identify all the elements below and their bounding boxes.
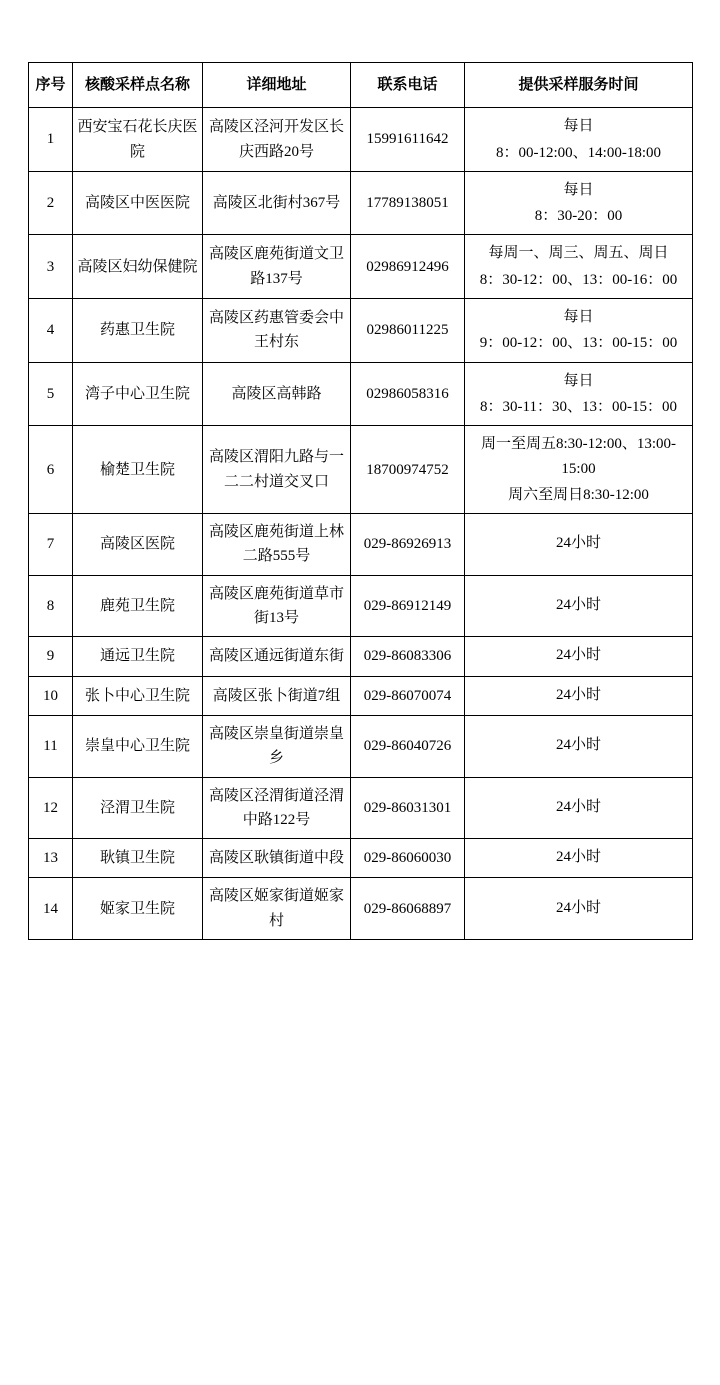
cell-index: 9 — [29, 637, 73, 676]
service-time-line: 24小时 — [555, 535, 601, 552]
cell-phone: 02986912496 — [351, 235, 465, 299]
cell-phone: 02986011225 — [351, 299, 465, 363]
cell-service-time — [465, 299, 693, 363]
cell-site-name: 泾渭卫生院 — [73, 777, 203, 839]
cell-phone: 029-86070074 — [351, 676, 465, 715]
table-row — [29, 235, 693, 299]
service-time-line: 9：00-12：00、13：00-15：00 — [479, 335, 678, 352]
service-time-line: 24小时 — [555, 849, 601, 866]
cell-service-time — [465, 715, 693, 777]
cell-service-time — [465, 171, 693, 235]
table-row — [29, 637, 693, 676]
cell-phone: 029-86083306 — [351, 637, 465, 676]
table-row — [29, 299, 693, 363]
cell-address: 高陵区泾河开发区长庆西路20号 — [203, 108, 351, 172]
cell-index: 3 — [29, 235, 73, 299]
cell-service-time — [465, 235, 693, 299]
cell-phone: 029-86912149 — [351, 575, 465, 637]
cell-address: 高陵区北街村367号 — [203, 171, 351, 235]
cell-site-name: 鹿苑卫生院 — [73, 575, 203, 637]
cell-address: 高陵区通远街道东街 — [203, 637, 351, 676]
cell-phone: 02986058316 — [351, 362, 465, 426]
column-header-name: 核酸采样点名称 — [73, 63, 203, 108]
column-header-phone: 联系电话 — [351, 63, 465, 108]
cell-service-time — [465, 362, 693, 426]
cell-service-time — [465, 878, 693, 940]
table-row — [29, 878, 693, 940]
table-row — [29, 426, 693, 514]
table-row — [29, 171, 693, 235]
table-row — [29, 514, 693, 576]
table-body — [29, 108, 693, 940]
table-row — [29, 777, 693, 839]
cell-service-time — [465, 777, 693, 839]
service-time-line: 8：30-11：30、13：00-15：00 — [480, 398, 677, 415]
cell-address: 高陵区药惠管委会中王村东 — [203, 299, 351, 363]
cell-phone: 17789138051 — [351, 171, 465, 235]
cell-site-name: 张卜中心卫生院 — [73, 676, 203, 715]
table-row — [29, 362, 693, 426]
table-row — [29, 108, 693, 172]
cell-service-time — [465, 108, 693, 172]
cell-site-name: 湾子中心卫生院 — [73, 362, 203, 426]
table-row — [29, 715, 693, 777]
cell-index: 7 — [29, 514, 73, 576]
service-time-line: 每周一、周三、周五、周日 — [488, 245, 669, 262]
service-time-line: 8：00-12:00、14:00-18:00 — [496, 144, 661, 161]
service-time-line: 24小时 — [555, 737, 601, 754]
service-time-line: 每日 — [563, 309, 594, 326]
cell-index: 6 — [29, 426, 73, 514]
cell-phone: 18700974752 — [351, 426, 465, 514]
service-time-line: 24小时 — [555, 686, 601, 703]
service-time-line: 每日 — [563, 372, 594, 389]
cell-index: 8 — [29, 575, 73, 637]
column-header-service-time: 提供采样服务时间 — [465, 63, 693, 108]
cell-phone: 029-86926913 — [351, 514, 465, 576]
cell-index: 1 — [29, 108, 73, 172]
table-header-row — [29, 63, 693, 108]
column-header-index: 序号 — [29, 63, 73, 108]
service-time-line: 每日 — [563, 181, 594, 198]
cell-address: 高陵区鹿苑街道文卫路137号 — [203, 235, 351, 299]
cell-phone: 15991611642 — [351, 108, 465, 172]
cell-address: 高陵区鹿苑街道草市街13号 — [203, 575, 351, 637]
cell-address: 高陵区崇皇街道崇皇乡 — [203, 715, 351, 777]
cell-address: 高陵区耿镇街道中段 — [203, 839, 351, 878]
cell-site-name: 高陵区中医医院 — [73, 171, 203, 235]
service-time-line: 24小时 — [555, 647, 601, 664]
cell-service-time — [465, 514, 693, 576]
cell-address: 高陵区泾渭街道泾渭中路122号 — [203, 777, 351, 839]
cell-service-time — [465, 676, 693, 715]
cell-address: 高陵区渭阳九路与一二二村道交叉口 — [203, 426, 351, 514]
cell-index: 4 — [29, 299, 73, 363]
service-time-line: 周一至周五8:30-12:00、13:00-15:00 — [481, 436, 676, 477]
cell-address: 高陵区姬家街道姬家村 — [203, 878, 351, 940]
cell-site-name: 通远卫生院 — [73, 637, 203, 676]
service-time-line: 周六至周日8:30-12:00 — [508, 486, 649, 503]
cell-address: 高陵区高韩路 — [203, 362, 351, 426]
table-row — [29, 676, 693, 715]
service-time-line: 24小时 — [555, 596, 601, 613]
service-time-line: 24小时 — [555, 899, 601, 916]
sampling-points-table — [28, 62, 693, 940]
table-row — [29, 575, 693, 637]
cell-index: 12 — [29, 777, 73, 839]
cell-service-time — [465, 426, 693, 514]
cell-service-time — [465, 839, 693, 878]
cell-address: 高陵区张卜街道7组 — [203, 676, 351, 715]
cell-index: 13 — [29, 839, 73, 878]
cell-site-name: 西安宝石花长庆医院 — [73, 108, 203, 172]
cell-service-time — [465, 637, 693, 676]
cell-site-name: 高陵区医院 — [73, 514, 203, 576]
cell-index: 10 — [29, 676, 73, 715]
table-row — [29, 839, 693, 878]
cell-site-name: 姬家卫生院 — [73, 878, 203, 940]
cell-site-name: 崇皇中心卫生院 — [73, 715, 203, 777]
cell-phone: 029-86068897 — [351, 878, 465, 940]
service-time-line: 每日 — [563, 118, 594, 135]
cell-site-name: 药惠卫生院 — [73, 299, 203, 363]
cell-index: 11 — [29, 715, 73, 777]
cell-site-name: 高陵区妇幼保健院 — [73, 235, 203, 299]
cell-index: 5 — [29, 362, 73, 426]
service-time-line: 24小时 — [555, 798, 601, 815]
cell-site-name: 榆楚卫生院 — [73, 426, 203, 514]
service-time-line: 8：30-12：00、13：00-16：00 — [479, 271, 678, 288]
cell-service-time — [465, 575, 693, 637]
table-header — [29, 63, 693, 108]
service-time-line: 8：30-20：00 — [534, 208, 623, 225]
cell-phone: 029-86060030 — [351, 839, 465, 878]
cell-index: 2 — [29, 171, 73, 235]
cell-phone: 029-86040726 — [351, 715, 465, 777]
cell-address: 高陵区鹿苑街道上林二路555号 — [203, 514, 351, 576]
column-header-address: 详细地址 — [203, 63, 351, 108]
cell-index: 14 — [29, 878, 73, 940]
cell-site-name: 耿镇卫生院 — [73, 839, 203, 878]
cell-phone: 029-86031301 — [351, 777, 465, 839]
